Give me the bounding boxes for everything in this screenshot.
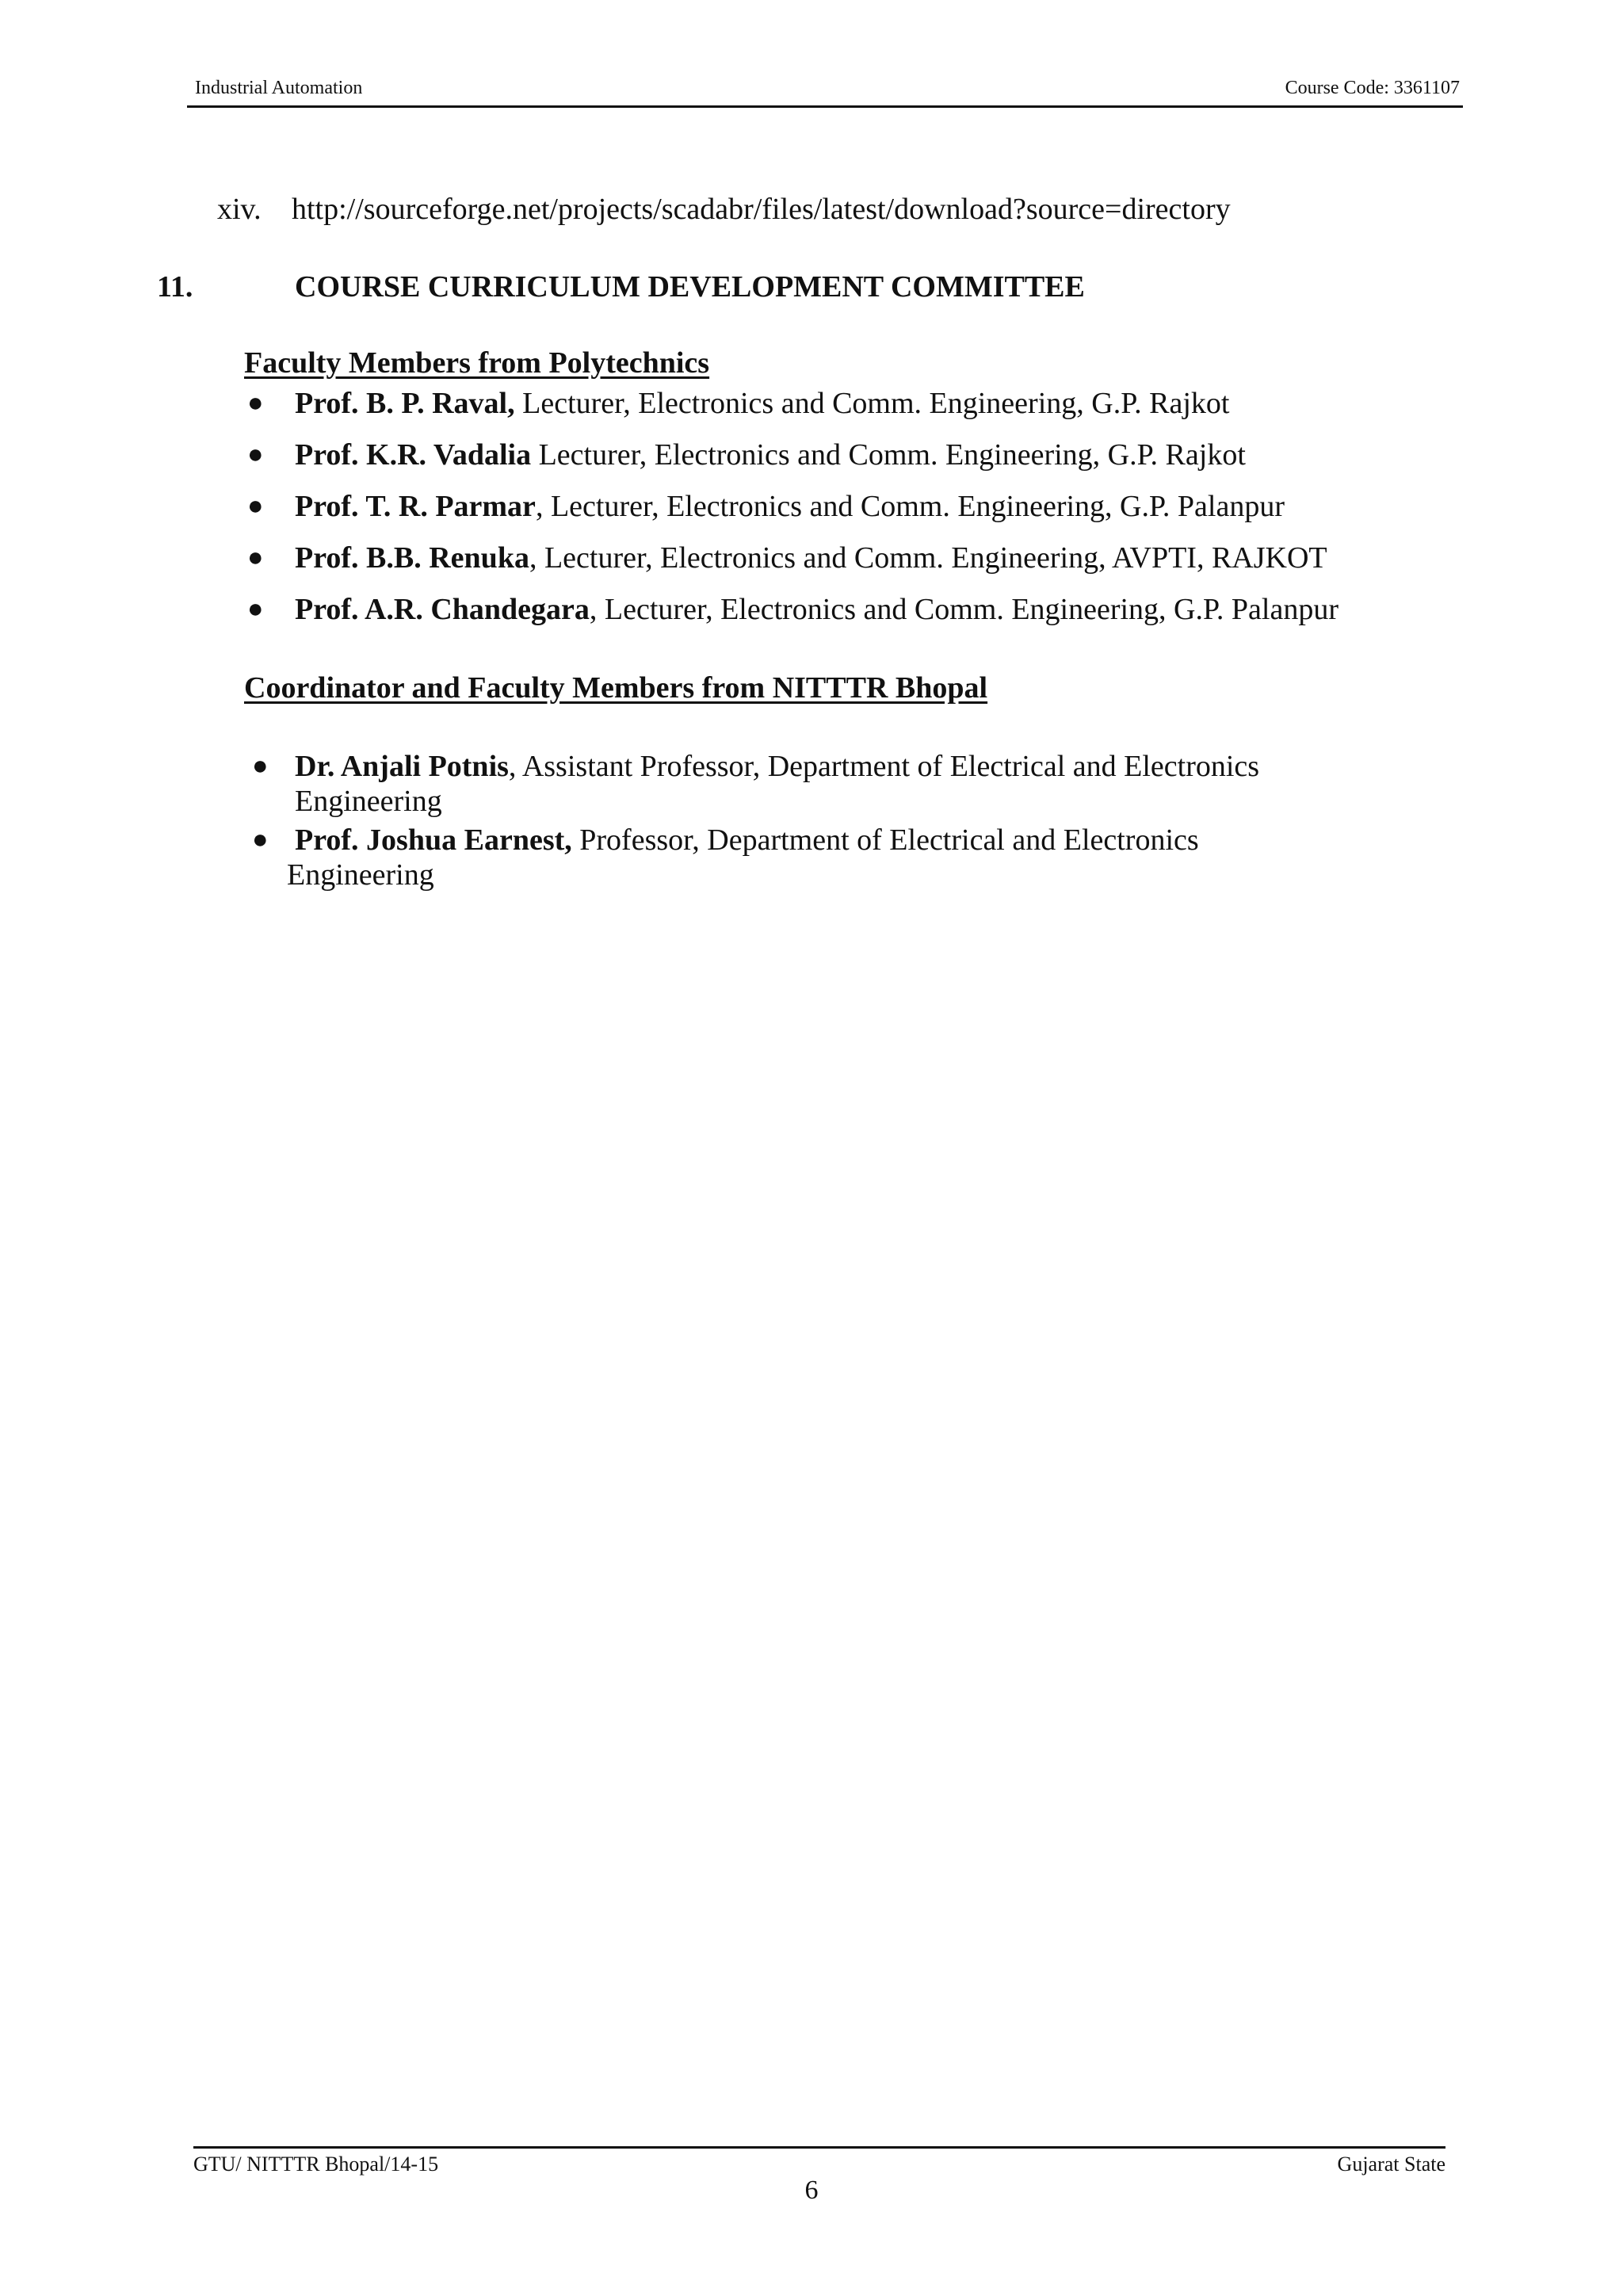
- footer-state: Gujarat State: [1337, 2153, 1445, 2176]
- page-number: 6: [804, 2176, 819, 2205]
- list-item: [244, 489, 1338, 524]
- footer-divider: [193, 2146, 1445, 2149]
- footer-institution: GTU/ NITTTR Bhopal/14-15: [193, 2153, 439, 2176]
- list-item: [244, 749, 1436, 819]
- list-item: [244, 541, 1338, 575]
- reference-item: [217, 192, 1231, 227]
- polytechnics-heading: Faculty Members from Polytechnics: [244, 346, 710, 380]
- header-divider: [187, 105, 1463, 108]
- member-name: Prof. T. R. Parmar: [295, 490, 536, 523]
- bullet-icon: ●: [252, 825, 269, 854]
- section-heading: [157, 269, 1085, 304]
- nitttr-member-list: [244, 749, 1436, 896]
- member-name: Dr. Anjali Potnis: [295, 750, 509, 783]
- member-detail: , Lecturer, Electronics and Comm. Engineering, AVPTI, RAJKOT: [529, 541, 1327, 575]
- bullet-icon: ●: [247, 388, 264, 418]
- list-item: [244, 592, 1338, 627]
- list-item: [244, 437, 1338, 472]
- list-item: [244, 823, 1436, 892]
- section-number: 11.: [157, 270, 193, 304]
- member-detail: Lecturer, Electronics and Comm. Engineering, G.P. Rajkot: [514, 387, 1230, 420]
- bullet-icon: ●: [252, 751, 269, 781]
- member-name: Prof. B.B. Renuka: [295, 541, 529, 575]
- header-course-code: Course Code: 3361107: [1285, 78, 1460, 98]
- member-name: Prof. A.R. Chandegara: [295, 593, 590, 626]
- member-detail: , Lecturer, Electronics and Comm. Engineering, G.P. Palanpur: [535, 490, 1285, 523]
- member-detail-continuation: Engineering: [287, 858, 434, 892]
- member-name: Prof. B. P. Raval,: [295, 387, 515, 420]
- bullet-icon: ●: [247, 491, 264, 521]
- list-item: [244, 386, 1338, 421]
- member-detail-continuation: Engineering: [295, 785, 442, 818]
- member-name: Prof. K.R. Vadalia: [295, 438, 532, 472]
- member-detail: Professor, Department of Electrical and Electronics: [571, 823, 1199, 857]
- polytechnics-member-list: [244, 386, 1338, 644]
- nitttr-heading: Coordinator and Faculty Members from NITTTR Bhopal: [244, 671, 988, 705]
- member-detail: , Assistant Professor, Department of Electrical and Electronics: [508, 750, 1260, 783]
- bullet-icon: ●: [247, 543, 264, 572]
- header-course-title: Industrial Automation: [195, 78, 363, 98]
- bullet-icon: ●: [247, 594, 264, 624]
- member-name: Prof. Joshua Earnest,: [295, 823, 572, 857]
- member-detail: , Lecturer, Electronics and Comm. Engineering, G.P. Palanpur: [589, 593, 1338, 626]
- reference-numeral: xiv.: [217, 193, 262, 226]
- bullet-icon: ●: [247, 440, 264, 469]
- reference-url: http://sourceforge.net/projects/scadabr/files/latest/download?source=directory: [292, 193, 1231, 226]
- section-title: COURSE CURRICULUM DEVELOPMENT COMMITTEE: [295, 270, 1085, 304]
- member-detail: Lecturer, Electronics and Comm. Engineering, G.P. Rajkot: [531, 438, 1246, 472]
- page-header: [195, 78, 1460, 106]
